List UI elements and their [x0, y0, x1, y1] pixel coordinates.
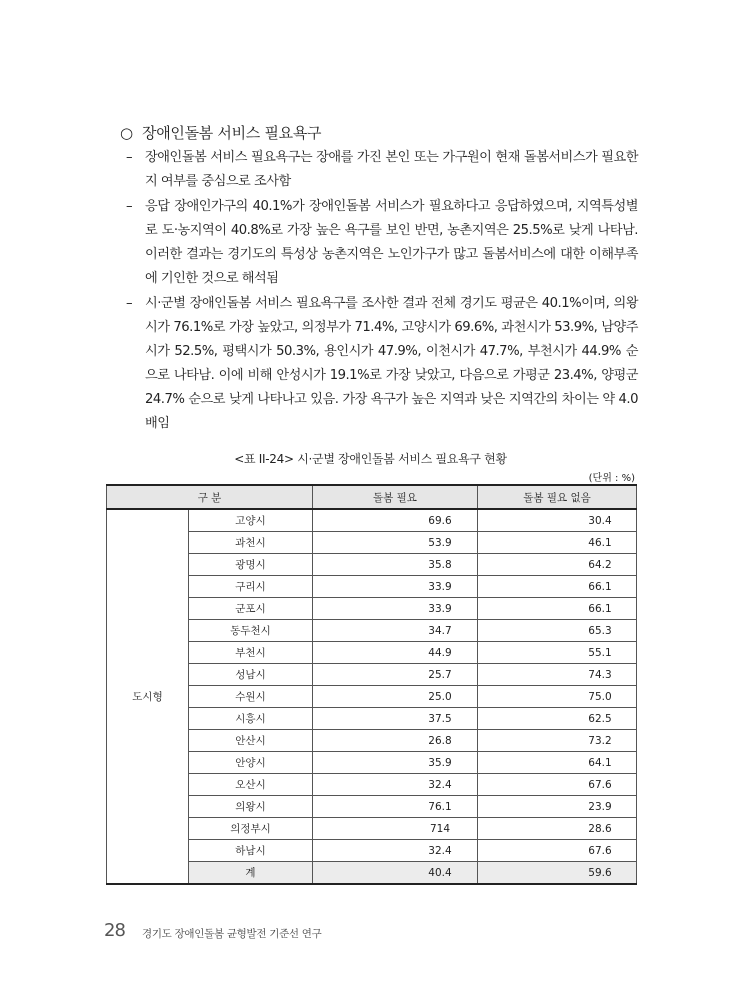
bullet-3 — [126, 292, 638, 436]
need-value: 44.9 — [313, 642, 478, 664]
need-value: 26.8 — [313, 730, 478, 752]
table-header-row — [107, 485, 637, 509]
no-need-value: 62.5 — [478, 708, 637, 730]
need-value: 32.4 — [313, 774, 478, 796]
need-value: 25.7 — [313, 664, 478, 686]
group-label: 도시형 — [107, 509, 189, 884]
section-title-text: 장애인돌봄 서비스 필요욕구 — [142, 124, 322, 142]
page-number: 28 — [104, 920, 125, 941]
need-value: 32.4 — [313, 840, 478, 862]
no-need-value: 65.3 — [478, 620, 637, 642]
dash-marker: – — [126, 199, 133, 214]
bullet-text: 응답 장애인가구의 40.1%가 장애인돌봄 서비스가 필요하다고 응답하였으며, 지역특성별로 도·농지역이 40.8%로 가장 높은 욕구를 보인 반면, 농촌지역은 25.5%로 낮게 나타남. 이러한 결과는 경기도의 특성상 농촌지역은 노인가구가 많고 돌봄서비스에 대한 이해부족에 기인한 것으로 해석됨 — [145, 199, 638, 286]
city-name: 과천시 — [189, 532, 313, 554]
need-value: 34.7 — [313, 620, 478, 642]
bullet-1 — [126, 146, 638, 194]
section-heading — [120, 122, 321, 143]
bullet-text: 장애인돌봄 서비스 필요욕구는 장애를 가진 본인 또는 가구원이 현재 돌봄서비스가 필요한지 여부를 중심으로 조사함 — [145, 150, 638, 189]
total-need-value: 40.4 — [313, 862, 478, 885]
no-need-value: 67.6 — [478, 840, 637, 862]
no-need-value: 28.6 — [478, 818, 637, 840]
need-value: 53.9 — [313, 532, 478, 554]
need-value: 69.6 — [313, 509, 478, 532]
no-need-value: 64.1 — [478, 752, 637, 774]
dash-marker: – — [126, 296, 133, 311]
no-need-value: 66.1 — [478, 598, 637, 620]
city-name: 부천시 — [189, 642, 313, 664]
no-need-value: 23.9 — [478, 796, 637, 818]
total-label: 계 — [189, 862, 313, 885]
bullet-2 — [126, 195, 638, 291]
city-name: 고양시 — [189, 509, 313, 532]
city-name: 성남시 — [189, 664, 313, 686]
city-name: 하남시 — [189, 840, 313, 862]
no-need-value: 64.2 — [478, 554, 637, 576]
need-value: 37.5 — [313, 708, 478, 730]
no-need-value: 73.2 — [478, 730, 637, 752]
header-no-need: 돌봄 필요 없음 — [478, 485, 637, 509]
circle-marker: ○ — [120, 124, 133, 142]
city-name: 동두천시 — [189, 620, 313, 642]
city-name: 수원시 — [189, 686, 313, 708]
city-name: 군포시 — [189, 598, 313, 620]
city-name: 의왕시 — [189, 796, 313, 818]
city-name: 안양시 — [189, 752, 313, 774]
table-caption: <표 II-24> 시·군별 장애인돌봄 서비스 필요욕구 현황 — [234, 452, 507, 466]
city-name: 광명시 — [189, 554, 313, 576]
report-title: 경기도 장애인돌봄 균형발전 기준선 연구 — [142, 928, 322, 940]
no-need-value: 46.1 — [478, 532, 637, 554]
no-need-value: 66.1 — [478, 576, 637, 598]
city-name: 안산시 — [189, 730, 313, 752]
need-value: 714 — [313, 818, 478, 840]
need-value: 33.9 — [313, 576, 478, 598]
need-value: 35.8 — [313, 554, 478, 576]
header-category: 구 분 — [107, 485, 313, 509]
no-need-value: 67.6 — [478, 774, 637, 796]
no-need-value: 75.0 — [478, 686, 637, 708]
city-name: 오산시 — [189, 774, 313, 796]
no-need-value: 30.4 — [478, 509, 637, 532]
bullet-text: 시·군별 장애인돌봄 서비스 필요욕구를 조사한 결과 전체 경기도 평균은 40.1%이며, 의왕시가 76.1%로 가장 높았고, 의정부가 71.4%, 고양시가 69.6%, 과천시가 53.9%, 남양주시가 52.5%, 평택시가 50.3%, 용인시가 47.9%, 이천시가 47.7%, 부천시가 44.9% 순으로 나타남. 이에 비해 안성시가 19.1%로 가장 낮았고, 다음으로 가평군 23.4%, 양평군 24.7% 순으로 낮게 나타나고 있음. 가장 욕구가 높은 지역과 낮은 지역간의 차이는 약 4.0배임 — [145, 296, 638, 431]
table-row — [107, 509, 637, 532]
need-value: 25.0 — [313, 686, 478, 708]
city-name: 시흥시 — [189, 708, 313, 730]
dash-marker: – — [126, 150, 133, 165]
need-value: 35.9 — [313, 752, 478, 774]
no-need-value: 74.3 — [478, 664, 637, 686]
need-value: 76.1 — [313, 796, 478, 818]
city-name: 구리시 — [189, 576, 313, 598]
table-unit: (단위 : %) — [588, 473, 635, 484]
header-need: 돌봄 필요 — [313, 485, 478, 509]
no-need-value: 55.1 — [478, 642, 637, 664]
data-table — [106, 484, 637, 885]
total-no-need-value: 59.6 — [478, 862, 637, 885]
need-value: 33.9 — [313, 598, 478, 620]
city-name: 의정부시 — [189, 818, 313, 840]
